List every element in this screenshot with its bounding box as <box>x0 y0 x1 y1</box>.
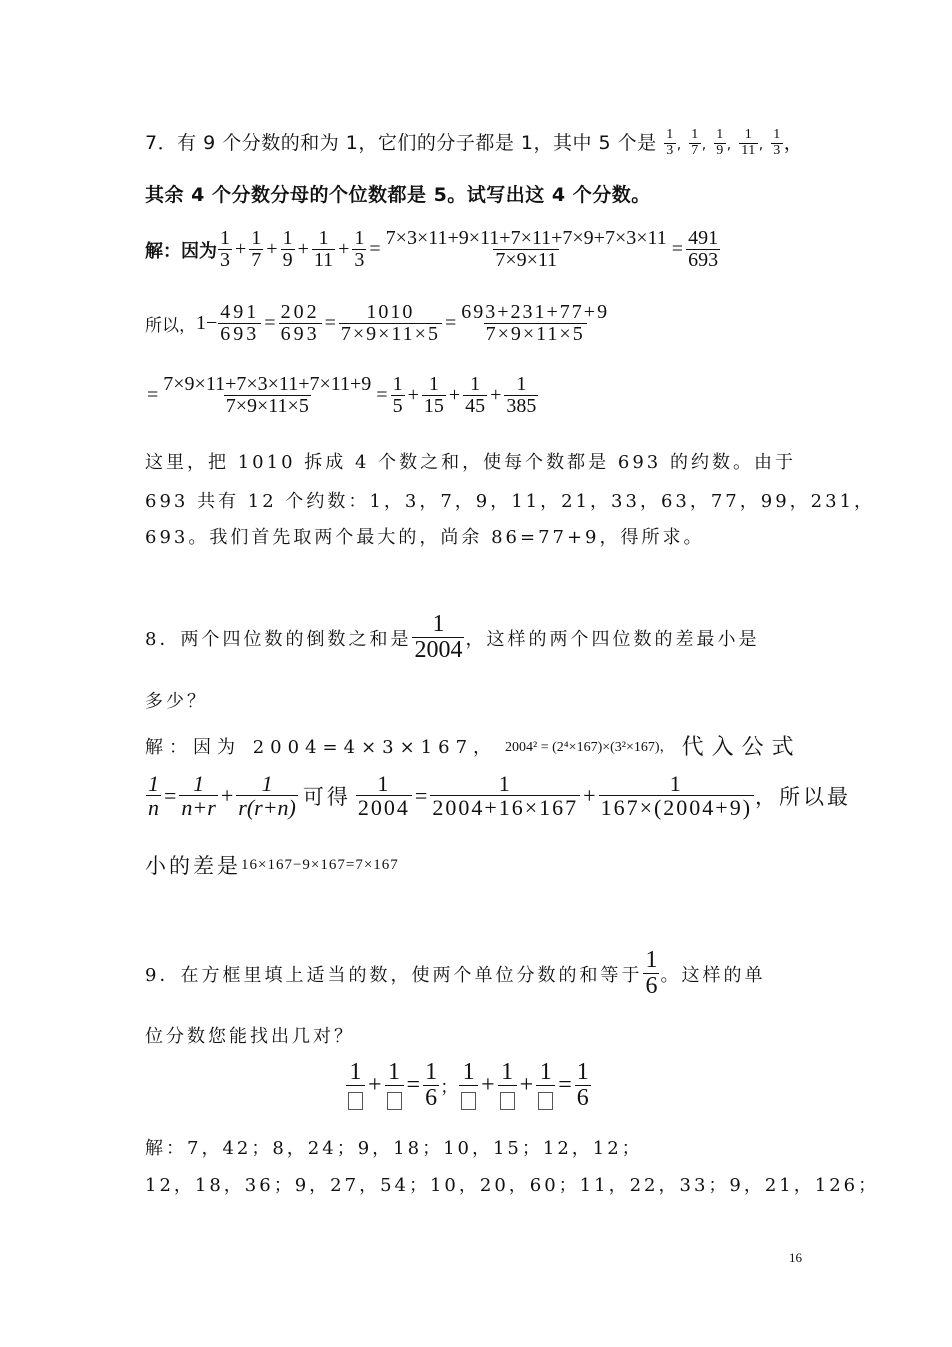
q7-line2: 其余 4 个分数分母的个位数都是 5。试写出这 4 个分数。 <box>145 184 651 206</box>
q9-line2: 位分数您能找出几对？ <box>145 1026 355 1047</box>
blank-box[interactable] <box>500 1092 515 1110</box>
q7-sol-result: $\frac{491}{693}$ <box>688 227 719 271</box>
q7-line1: 7．有 9 个分数的和为 1，它们的分子都是 1，其中 5 个是 $\frac{1}{3}$ , $\frac{1}{7}$ , $\frac{1}{9}$ , $\frac{1}{11}$ , $\frac{1}{3}$ ， <box>145 127 804 158</box>
q8-formula: $\frac{1}{n}$ = $\frac{1}{n+r}$ + $\frac{1}{r(r+n)}$ 可得 $\frac{1}{2004}$ = $\frac{1}{2004+16\times 167}$ + $\frac{1}{167\times(2004+9)}$ ，所以最 <box>148 771 852 821</box>
q7-frac-1: $\frac{1}{3}$ <box>666 127 674 158</box>
blank-box[interactable] <box>348 1092 363 1110</box>
q9-answers-2: 12，18，36；9，27，54；10，20，60；11，22，33；9，21，126； <box>145 1175 880 1196</box>
blank-box[interactable] <box>461 1092 476 1110</box>
q8-frac: $\frac{1}{2004}$ <box>414 611 463 664</box>
q7-sol-frac: $\frac{7\times 3\times 11+9\times 11+7\times 11+7\times 9+7\times 3\times 11}{7\times 9\times 11}$ <box>385 227 667 271</box>
q7-expl-2: 693 共有 12 个约数：1，3，7，9，11，21，33，63，77，99，231， <box>145 491 876 512</box>
q9-frac: $\frac{1}{6}$ <box>645 947 658 1000</box>
q8-sol-line: 解：因为 2004=4×3×167， 2004² = (2⁴×167)×(3²×167)， 代入公式 <box>145 735 802 760</box>
q7-sol-label: 解：因为 <box>145 240 217 262</box>
q7-frac-5: $\frac{1}{3}$ <box>773 127 781 158</box>
q7-expl-3: 693。我们首先取两个最大的，尚余 86=77+9，得所求。 <box>145 527 705 548</box>
q9-equations: 1 + 1 = $\frac{1}{6}$ ； 1 + 1 + 1 = $\frac{1}{6}$ <box>345 1060 592 1111</box>
q8-min-line: 小的差是 16×167−9×167=7×167 <box>145 854 399 878</box>
q7-frac-4: $\frac{1}{11}$ <box>741 127 756 158</box>
page-number: 16 <box>789 1250 802 1265</box>
q8-line1: 8．两个四位数的倒数之和是 $\frac{1}{2004}$ ，这样的两个四位数的差最小是 <box>145 611 760 664</box>
q8-line2: 多少？ <box>145 691 208 712</box>
blank-box[interactable] <box>387 1092 402 1110</box>
q7-text: 7．有 9 个分数的和为 1，它们的分子都是 1，其中 5 个是 <box>145 132 657 154</box>
q7-so-line: 所以， 1− $\frac{491}{693}$ = $\frac{202}{693}$ = $\frac{1010}{7\times 9\times 11\times 5}$ = $\frac{693+231+77+9}{7\times 9\times 11\times 5}$ <box>145 301 610 345</box>
q7-solution: 解：因为 $\frac{1}{3}$ + $\frac{1}{7}$ + $\frac{1}{9}$ + $\frac{1}{11}$ + $\frac{1}{3}$ = $\frac{7\times 3\times 11+9\times 11+7\times 11+7\times 9+7\times 3\times 11}{7\times 9\times 11}$ = $\frac{491}{693}$ <box>145 227 719 271</box>
q7-frac-2: $\frac{1}{7}$ <box>691 127 699 158</box>
q9-answers-1: 解：7，42；8，24；9，18；10，15；12，12； <box>145 1138 643 1159</box>
q7-eq2: = $\frac{7\times 9\times 11+7\times 3\times 11+7\times 11+9}{7\times 9\times 11\times 5}$ = $\frac{1}{5}$ + $\frac{1}{15}$ + $\frac{1}{45}$ + $\frac{1}{385}$ <box>147 373 537 417</box>
blank-box[interactable] <box>538 1092 553 1110</box>
q9-line1: 9．在方框里填上适当的数，使两个单位分数的和等于 $\frac{1}{6}$ 。这样的单 <box>145 947 766 1000</box>
q7-frac-3: $\frac{1}{9}$ <box>716 127 724 158</box>
q7-expl-1: 这里，把 1010 拆成 4 个数之和，使每个数都是 693 的约数。由于 <box>145 452 796 473</box>
